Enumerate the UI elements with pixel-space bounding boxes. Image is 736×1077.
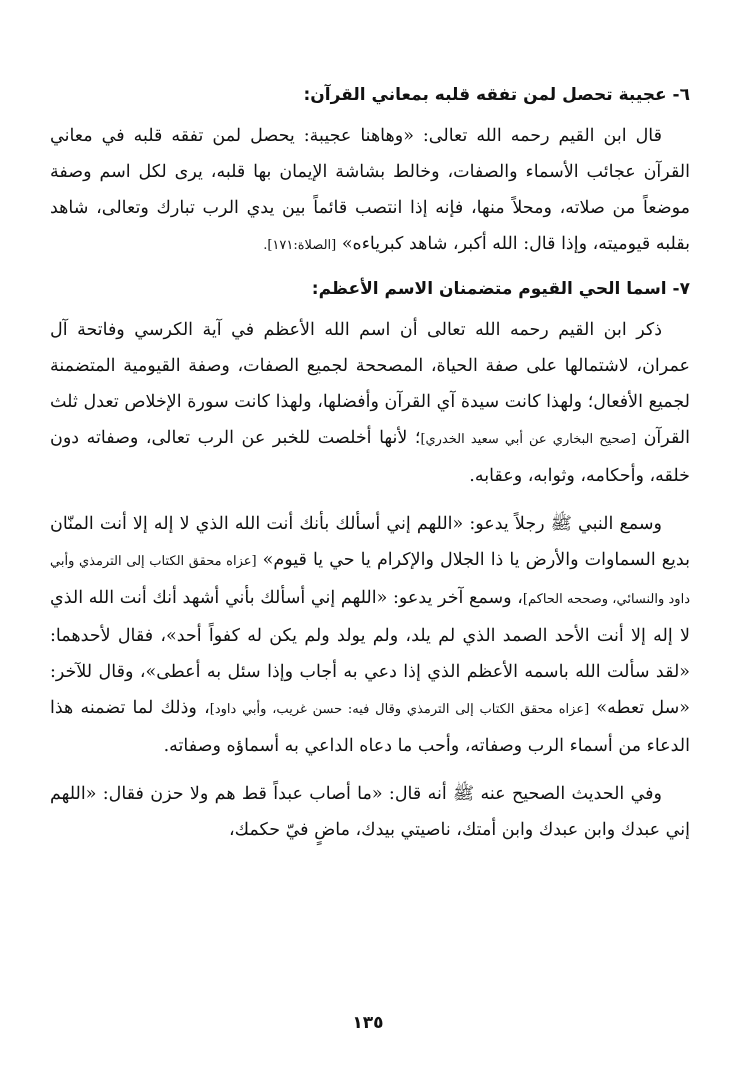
paragraph-text: ، وسمع آخر يدعو: «اللهم إني أسألك بأني أشهد أنك أنت الله الذي لا إله إلا أنت الأحد الصمد الذي لم يلد، ولم يولد ولم يكن له كفواً أحد»، فقال لأحدهما: «لقد سألت الله باسمه الأعظم الذي إذا دعي به أجاب وإذا سئل به أعطى»، وقال للآخر: «سل تعطه» — [50, 588, 691, 718]
paragraph-text: وفي الحديث الصحيح عنه ﷺ أنه قال: «ما أصاب عبداً قط هم ولا حزن فقال: «اللهم إني عبدك وابن عبدك وابن أمتك، ناصيتي بيدك، ماضٍ فيّ حكمك، — [50, 784, 690, 840]
section-6-heading: ٦- عجيبة تحصل لمن تفقه قلبه بمعاني القرآن: — [303, 85, 690, 105]
paragraph-text: قال ابن القيم رحمه الله تعالى: «وهاهنا عجيبة: يحصل لمن تفقه قلبه في معاني القرآن عجائب الأسماء والصفات، وخالط بشاشة الإيمان بها قلبه، يرى لكل اسم وصفة موضعاً من صلاته، ومحلاً منها، فإنه إذا انتصب قائماً بين يدي الرب تبارك وتعالى، شاهد بقلبه قيوميته، وإذا قال: الله أكبر، شاهد كبرياءه» — [50, 126, 690, 254]
paragraph-text: وسمع النبي ﷺ رجلاً يدعو: «اللهم إني أسألك بأنك أنت الله الذي لا إله إلا أنت المنّان بديع السماوات والأرض يا ذا الجلال والإكرام يا حي يا قيوم» — [50, 514, 690, 570]
paragraph-text: ؛ لأنها أخلصت للخبر عن الرب تعالى، وصفاته دون خلقه، وأحكامه، وثوابه، وعقابه. — [50, 428, 690, 486]
section-7-paragraph-1 — [50, 312, 690, 494]
citation-reference: [الصلاة:١٧١]. — [263, 238, 337, 253]
paragraph-text: ذكر ابن القيم رحمه الله تعالى أن اسم الله الأعظم في آية الكرسي وفاتحة آل عمران، لاشتمالها على صفة الحياة، المصححة لجميع الصفات، وصفة القيومية المتضمنة لجميع الأفعال؛ ولهذا كانت سيدة آي القرآن وأفضلها، ولهذا كانت سورة الإخلاص تعدل ثلث القرآن — [50, 320, 690, 448]
citation-reference: [صحيح البخاري عن أبي سعيد الخدري] — [420, 432, 637, 447]
citation-reference: [عزاه محقق الكتاب إلى الترمذي وقال فيه: حسن غريب، وأبي داود] — [209, 702, 590, 717]
section-7-heading: ٧- اسما الحي القيوم متضمنان الاسم الأعظم: — [311, 279, 690, 299]
citation-reference: [عزاه محقق الكتاب إلى الترمذي وأبي داود والنسائي، وصححه الحاكم] — [50, 554, 690, 607]
section-7-paragraph-2 — [50, 506, 690, 764]
section-7-paragraph-3 — [50, 776, 690, 848]
paragraph-text: ، وذلك لما تضمنه هذا الدعاء من أسماء الرب وصفاته، وأحب ما دعاه الداعي به أسماؤه وصفاته. — [50, 698, 690, 756]
page-number: ١٣٥ — [352, 1013, 384, 1033]
section-6-paragraph — [50, 118, 690, 264]
page-content — [50, 82, 690, 860]
